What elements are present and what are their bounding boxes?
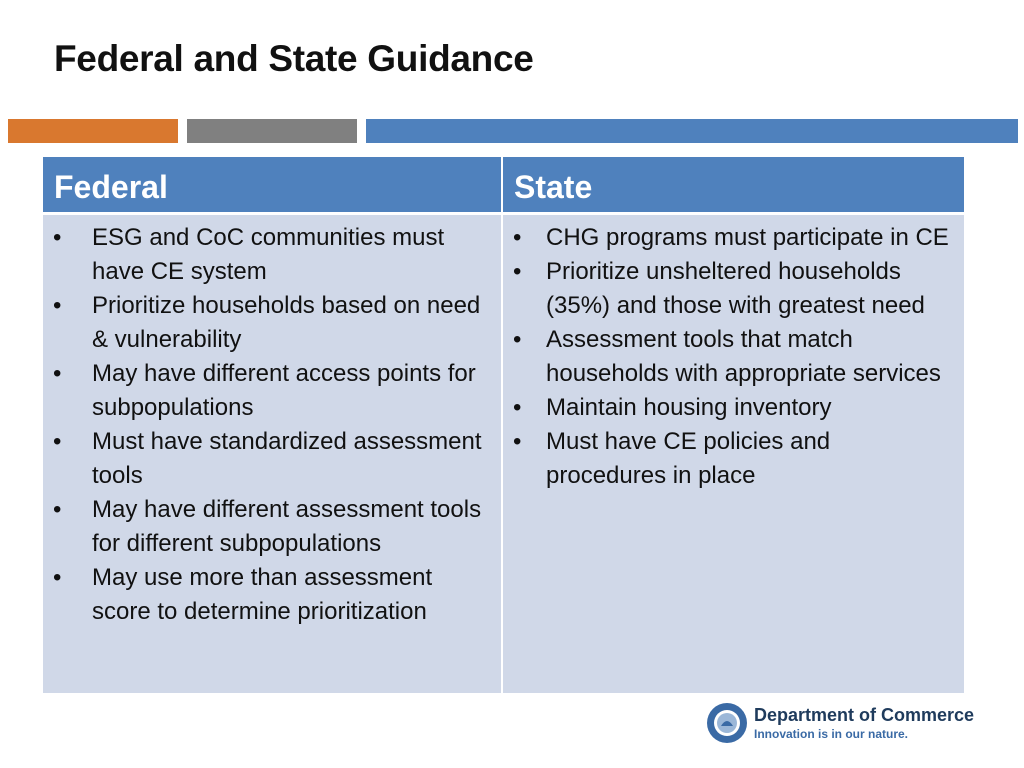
list-item: • Must have standardized assessment tools	[53, 428, 482, 489]
list-item: • May have different assessment tools for different subpopulations	[53, 496, 482, 557]
column-header-state: State	[503, 157, 964, 215]
list-item: • Prioritize unsheltered households (35%) and those with greatest need	[513, 258, 925, 319]
federal-cell	[43, 215, 503, 693]
list-item: • May use more than assessment score to determine prioritization	[53, 564, 433, 625]
guidance-table	[43, 157, 964, 693]
state-seal-logo-icon	[706, 702, 748, 744]
list-item: • Assessment tools that match households with appropriate services	[513, 326, 941, 387]
accent-bar-orange	[8, 119, 178, 143]
column-header-federal: Federal	[43, 157, 503, 215]
list-item: • Maintain housing inventory	[513, 394, 832, 421]
state-list	[503, 221, 964, 493]
accent-bar-blue	[366, 119, 1018, 143]
slide-title: Federal and State Guidance	[54, 38, 534, 79]
footer-branding	[754, 704, 974, 742]
list-item: • ESG and CoC communities must have CE system	[53, 224, 445, 285]
accent-bar-gray	[187, 119, 357, 143]
org-name: Department of Commerce	[754, 705, 975, 725]
list-item: • Prioritize households based on need & vulnerability	[53, 292, 481, 353]
list-item: • May have different access points for subpopulations	[53, 360, 476, 421]
state-cell	[503, 215, 964, 693]
federal-list	[43, 221, 501, 629]
list-item: • Must have CE policies and procedures in place	[513, 428, 831, 489]
list-item: • CHG programs must participate in CE	[513, 224, 949, 251]
org-tagline: Innovation is in our nature.	[754, 727, 909, 741]
